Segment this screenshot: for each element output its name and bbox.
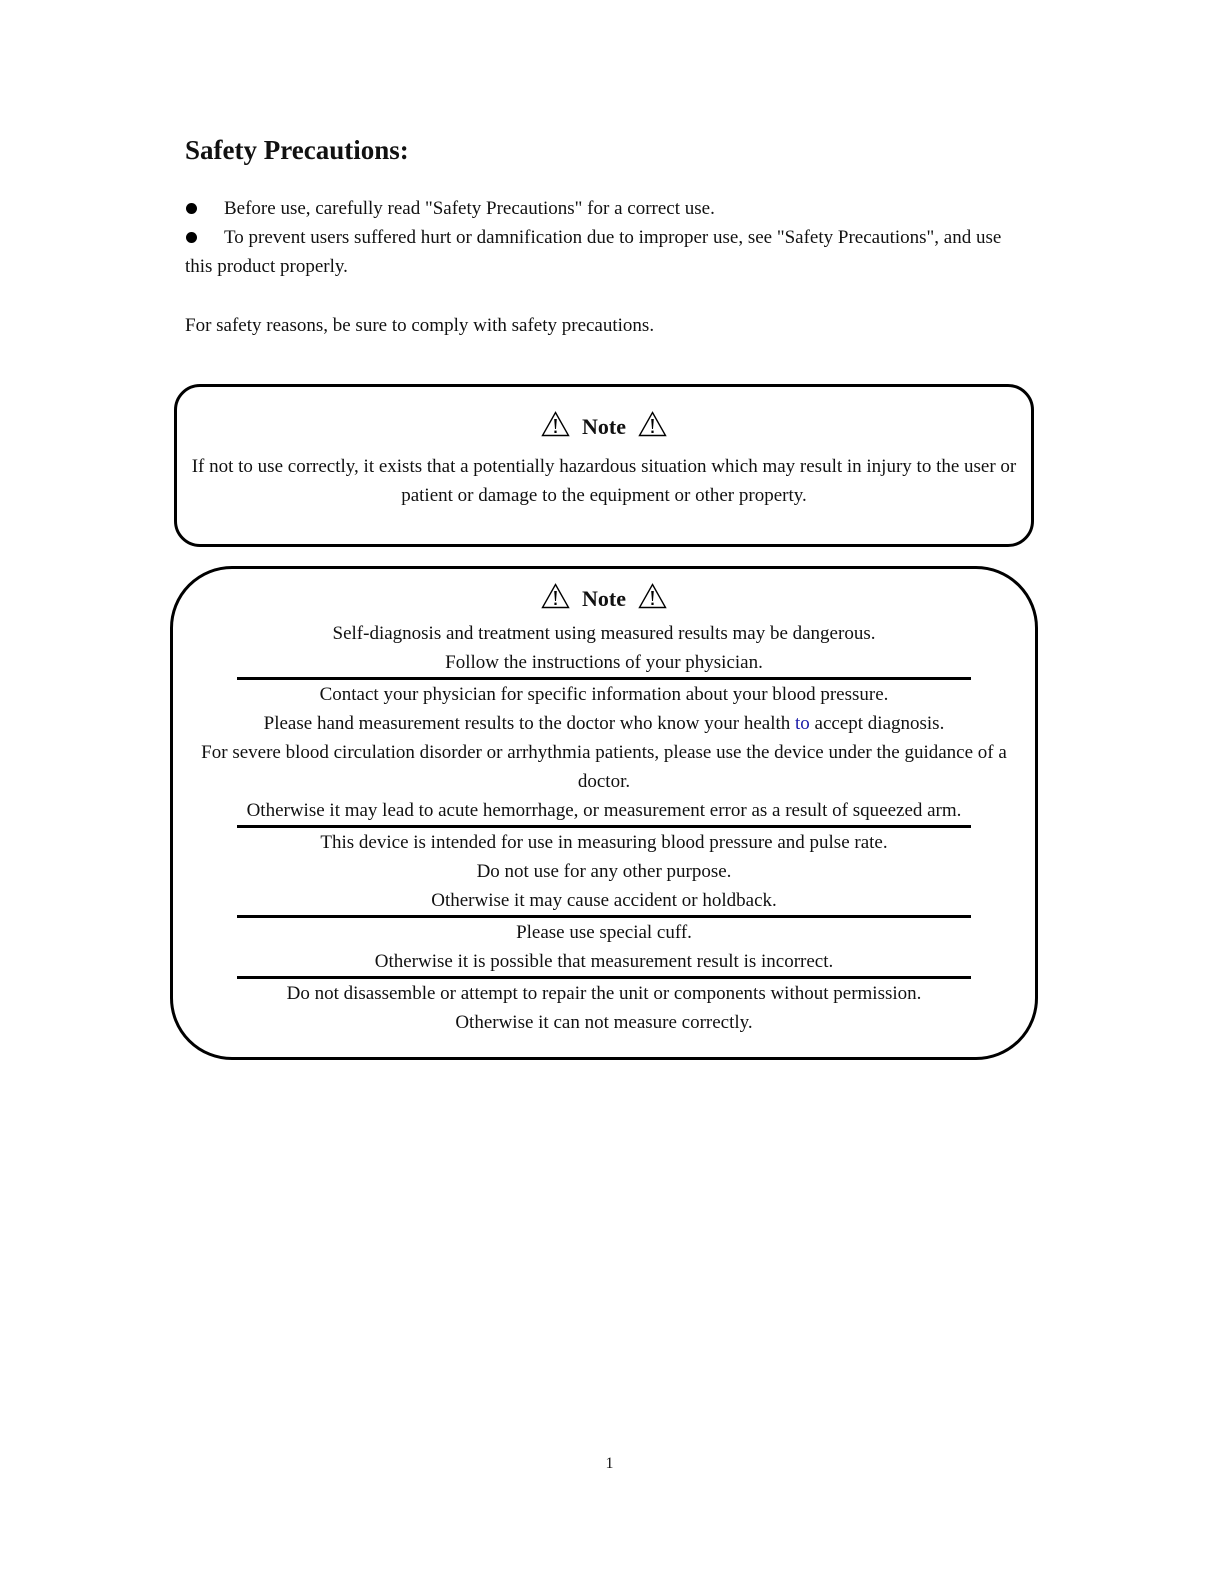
note-group-repair bbox=[237, 979, 971, 1037]
note-heading bbox=[173, 583, 1035, 619]
bullet-dot-icon bbox=[186, 203, 197, 214]
bullet-item bbox=[185, 223, 1030, 281]
note-text: If not to use correctly, it exists that a potentially hazardous situation which may result in injury to the user or patient or damage to the equipment or other property. bbox=[191, 456, 1017, 506]
note-heading bbox=[177, 411, 1031, 447]
warning-triangle-icon bbox=[638, 411, 667, 437]
bullet-item bbox=[185, 194, 1030, 223]
note-heading-label: Note bbox=[582, 414, 626, 439]
note-group-cuff bbox=[237, 918, 971, 979]
note-box-general bbox=[174, 384, 1034, 547]
note-line: Self-diagnosis and treatment using measured results may be dangerous. bbox=[332, 623, 876, 644]
note-line: This device is intended for use in measuring blood pressure and pulse rate. bbox=[320, 832, 888, 853]
note-line: Otherwise it may lead to acute hemorrhage, or measurement error as a result of squeezed arm. bbox=[246, 800, 962, 821]
note-line: Otherwise it may cause accident or holdback. bbox=[431, 890, 777, 911]
note-line: Contact your physician for specific information about your blood pressure. bbox=[319, 684, 889, 705]
note-line: Please use special cuff. bbox=[516, 922, 692, 943]
note-group-intended-use bbox=[237, 828, 971, 918]
page-number: 1 bbox=[605, 1455, 614, 1472]
warning-triangle-icon bbox=[541, 411, 570, 437]
note-line: Do not disassemble or attempt to repair the unit or components without permission. bbox=[286, 983, 922, 1004]
note-heading-label: Note bbox=[582, 586, 626, 611]
note-line: Do not use for any other purpose. bbox=[476, 861, 732, 882]
warning-triangle-icon bbox=[541, 583, 570, 609]
note-line: Otherwise it is possible that measurement result is incorrect. bbox=[374, 951, 834, 972]
note-box-usage bbox=[170, 566, 1038, 1060]
note-line-part: Please hand measurement results to the doctor who know your health bbox=[263, 713, 795, 734]
warning-triangle-icon bbox=[638, 583, 667, 609]
bullet-text: To prevent users suffered hurt or damnification due to improper use, see "Safety Precautions", and use this product properly. bbox=[185, 227, 1002, 277]
note-line: For severe blood circulation disorder or arrhythmia patients, please use the device under the guidance of a doctor. bbox=[201, 742, 1007, 792]
note-group-physician bbox=[201, 680, 1007, 828]
highlighted-word: to bbox=[795, 713, 810, 734]
bullet-text: Before use, carefully read "Safety Precautions" for a correct use. bbox=[224, 198, 715, 219]
note-group-self-diagnosis bbox=[237, 619, 971, 680]
note-line: Otherwise it can not measure correctly. bbox=[455, 1012, 753, 1033]
bullet-dot-icon bbox=[186, 232, 197, 243]
note-line: Follow the instructions of your physician. bbox=[445, 652, 763, 673]
note-line bbox=[237, 709, 971, 738]
safety-reason-text: For safety reasons, be sure to comply with safety precautions. bbox=[185, 315, 655, 336]
page-title: Safety Precautions: bbox=[185, 135, 409, 165]
note-line-part: accept diagnosis. bbox=[809, 713, 945, 734]
bullet-list bbox=[185, 194, 1030, 281]
